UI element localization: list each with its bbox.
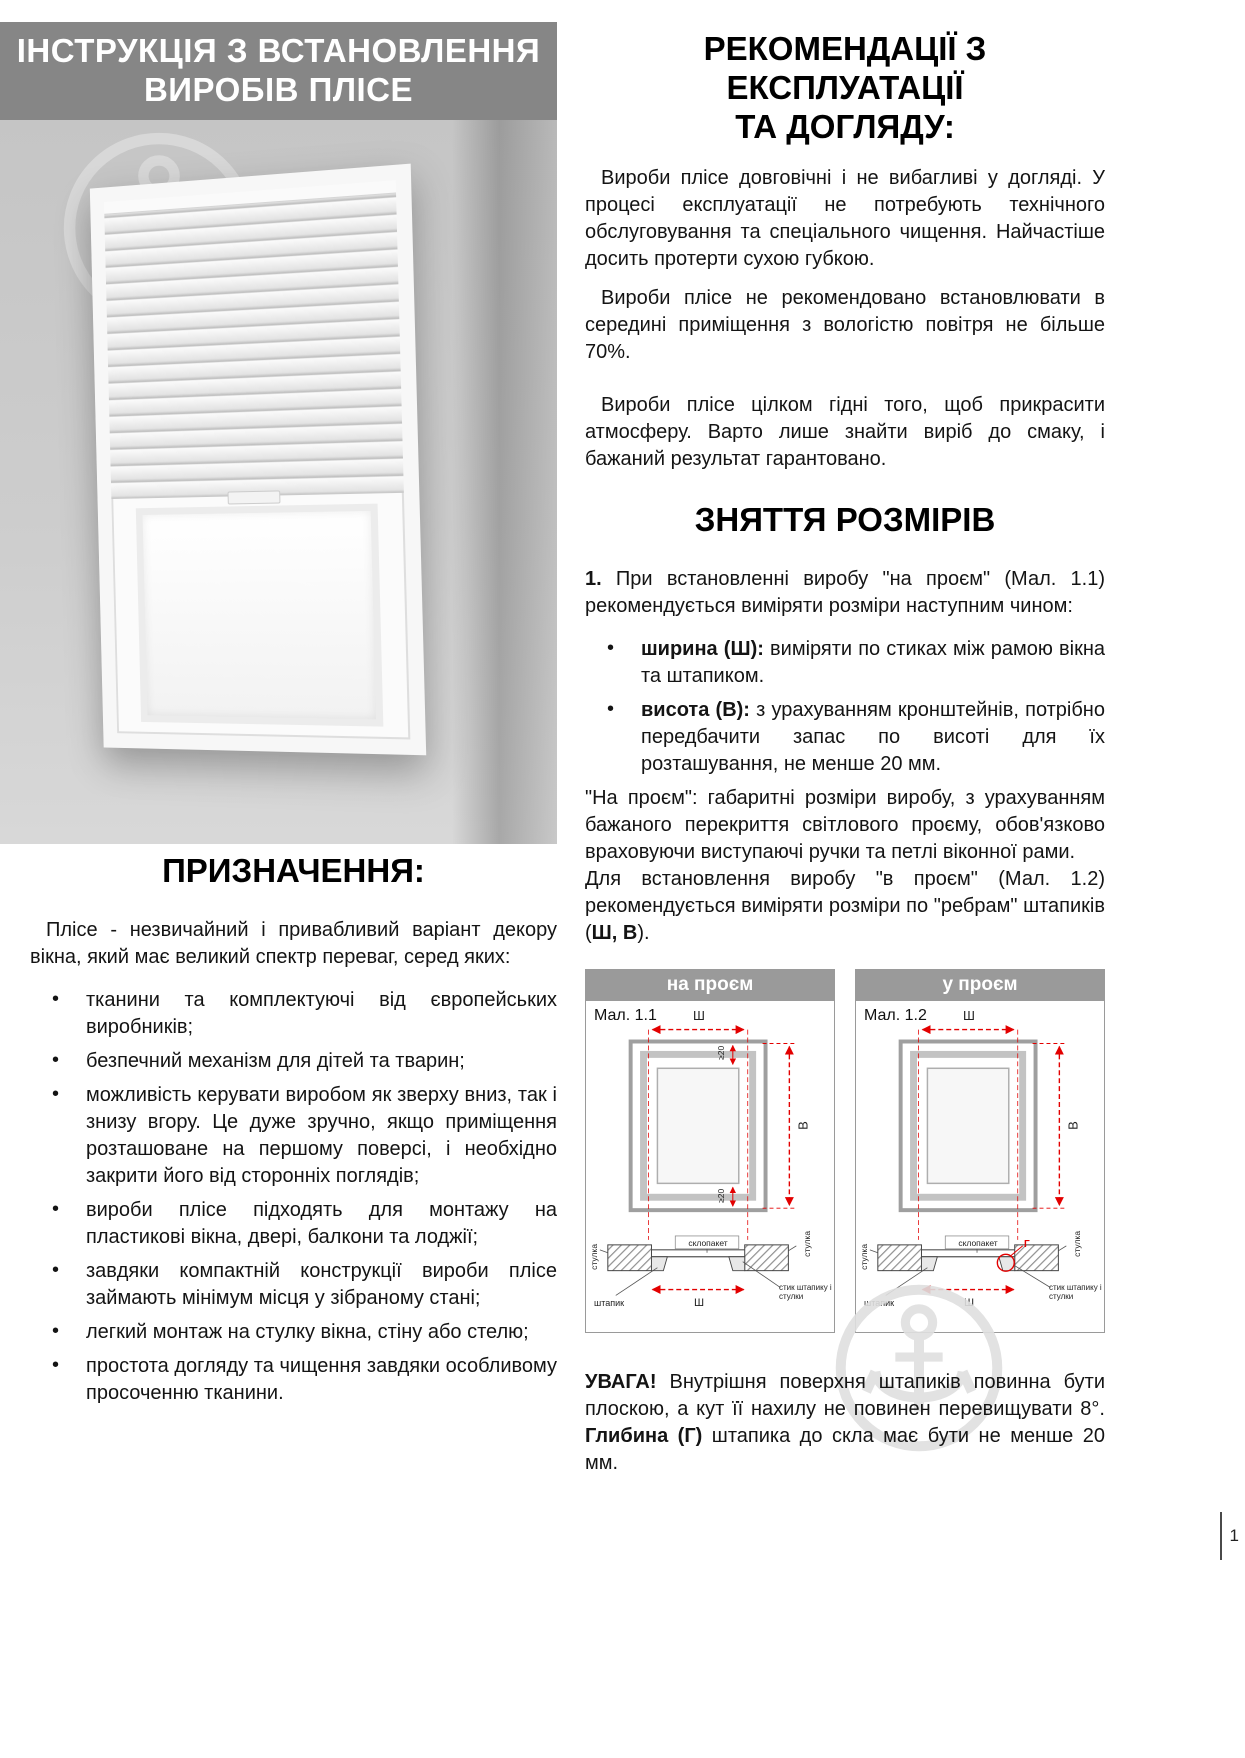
- list-item: • безпечний механізм для дітей та тварин;: [86, 1048, 557, 1075]
- purpose-intro: Плісе - незвичайний і привабливий варіант декору вікна, який має великий спектр переваг, серед яких:: [30, 918, 557, 968]
- term-height-text: з урахуванням кронштейнів, потрібно передбачити запас по висоті для їх розташування, не менше 20 мм.: [641, 698, 1105, 775]
- figure-u-proem: [855, 969, 1105, 1333]
- width-bottom-label: Ш: [963, 1296, 975, 1309]
- purpose-section: [30, 852, 557, 1414]
- bead-label: штапик: [864, 1297, 895, 1308]
- figure-caption: Мал. 1.1: [594, 1006, 657, 1024]
- page-number: 1: [1229, 1526, 1239, 1545]
- care-paragraph: Вироби плісе не рекомендовано встановлювати в середині приміщення з вологістю повітря не більше 70%.: [585, 286, 1105, 363]
- purpose-list: [30, 987, 557, 1407]
- purpose-heading: ПРИЗНАЧЕННЯ:: [162, 852, 425, 889]
- na-proem-paragraph: "На проєм": габаритні розміри виробу, з урахуванням бажаного перекриття світлового проєму, обов'язково враховуючи виступаючі ручки та петлі віконної рами.: [585, 786, 1105, 863]
- figures-row: [585, 969, 1105, 1333]
- list-item: • простота догляду та чищення завдяки особливому просоченню тканини.: [86, 1353, 557, 1407]
- width-dimension-label: Ш: [693, 1007, 705, 1023]
- title-line-2: ВИРОБІВ ПЛІСЕ: [143, 71, 414, 108]
- sash-label: стулка: [1072, 1230, 1083, 1257]
- term-height: висота (В):: [641, 698, 750, 721]
- v-proem-end: ).: [637, 921, 650, 944]
- care-paragraph: Вироби плісе довговічні і не вибагливі у догляді. У процесі експлуатації не потребують технічного обслуговування та спеціального чищення. Найчастіше досить протерти сухою губкою.: [585, 166, 1105, 270]
- min-20-label: ≥20: [716, 1045, 727, 1060]
- page-footer: [1220, 1512, 1239, 1560]
- figure-caption: Мал. 1.2: [864, 1006, 927, 1024]
- figure-header: у проєм: [855, 969, 1105, 1001]
- attention-label: УВАГА!: [585, 1370, 657, 1393]
- glass-unit-label: склопакет: [688, 1237, 728, 1248]
- care-heading-line-1: РЕКОМЕНДАЦІЇ З ЕКСПЛУАТАЦІЇ: [703, 30, 987, 106]
- min-20-label: ≥20: [716, 1188, 727, 1203]
- term-width: ширина (Ш):: [641, 637, 764, 660]
- footer-divider: [1220, 1512, 1222, 1560]
- figure-body: [855, 1001, 1105, 1333]
- window-glass: [136, 504, 384, 727]
- sash-label: стулка: [589, 1243, 600, 1270]
- wall-shadow: [452, 120, 557, 844]
- list-item: • можливість керувати виробом як зверху вниз, так і знизу вгору. Це дуже зручно, якщо приміщення розташоване на першому поверсі, і необхідно закрити його від сторонніх поглядів;: [86, 1082, 557, 1190]
- bead-label: штапик: [594, 1297, 625, 1308]
- sash-label: стулка: [859, 1243, 870, 1270]
- title-line-1: ІНСТРУКЦІЯ З ВСТАНОВЛЕННЯ: [16, 32, 541, 70]
- width-bottom-label: Ш: [693, 1296, 705, 1309]
- depth-label: Г: [1024, 1238, 1030, 1250]
- list-item: • завдяки компактній конструкції вироби плісе займають мінімум місця у зібраному стані;: [86, 1258, 557, 1312]
- figure-header: на проєм: [585, 969, 835, 1001]
- list-item: [641, 636, 1105, 690]
- joint-label: стик штапику і стулки: [1049, 1282, 1102, 1301]
- figure-body: [585, 1001, 835, 1333]
- depth-term: Глибина (Г): [585, 1424, 703, 1447]
- height-dimension-label: В: [795, 1120, 811, 1130]
- list-item: • легкий монтаж на стулку вікна, стіну або стелю;: [86, 1319, 557, 1346]
- window-illustration: [90, 164, 426, 756]
- attention-text-end: штапика до скла має бути не менше 20 мм.: [585, 1424, 1105, 1474]
- sash-label: стулка: [802, 1230, 813, 1257]
- left-title-banner: [0, 22, 557, 120]
- attention-paragraph: [585, 1369, 1105, 1477]
- attention-text: Внутрішня поверхня штапиків повинна бути плоскою, а кут її нахилу не повинен перевищувати 8°.: [585, 1370, 1105, 1420]
- glass-unit-label: склопакет: [958, 1237, 998, 1248]
- width-dimension-label: Ш: [963, 1007, 975, 1023]
- figure-na-proem: [585, 969, 835, 1333]
- term-width-text: виміряти по стиках між рамою вікна та штапиком.: [641, 637, 1105, 687]
- list-item: • вироби плісе підходять для монтажу на пластикові вікна, двері, балкони та лоджії;: [86, 1197, 557, 1251]
- measuring-list: [585, 636, 1105, 778]
- step-number: 1.: [585, 567, 602, 590]
- v-proem-paragraph: [585, 866, 1105, 947]
- list-item: [641, 697, 1105, 778]
- joint-label: стик штапику і стулки: [779, 1282, 832, 1301]
- v-proem-text: Для встановлення виробу "в проєм" (Мал. 1.2) рекомендується виміряти розміри по "ребрам" штапиків (: [585, 867, 1105, 944]
- height-dimension-label: В: [1065, 1120, 1081, 1130]
- care-heading-line-2: ТА ДОГЛЯДУ:: [735, 107, 955, 145]
- care-paragraph: Вироби плісе цілком гідні того, щоб прикрасити атмосферу. Варто лише знайти виріб до смаку, і бажаний результат гарантовано.: [585, 393, 1105, 470]
- blind-top-rail: [104, 180, 396, 215]
- list-item: • тканини та комплектуючі від європейських виробників;: [86, 987, 557, 1041]
- right-column: [585, 30, 1105, 1477]
- window-photo: [0, 120, 557, 844]
- blind-handle: [228, 490, 281, 504]
- v-proem-bold: Ш, В: [591, 921, 638, 944]
- measuring-heading: ЗНЯТТЯ РОЗМІРІВ: [694, 500, 996, 538]
- step-text: При встановленні виробу "на проєм" (Мал. 1.1) рекомендується виміряти розміри наступним чином:: [585, 567, 1105, 617]
- measuring-step-1: [585, 566, 1105, 620]
- care-heading: [585, 30, 1105, 147]
- pleated-blind: [104, 180, 404, 499]
